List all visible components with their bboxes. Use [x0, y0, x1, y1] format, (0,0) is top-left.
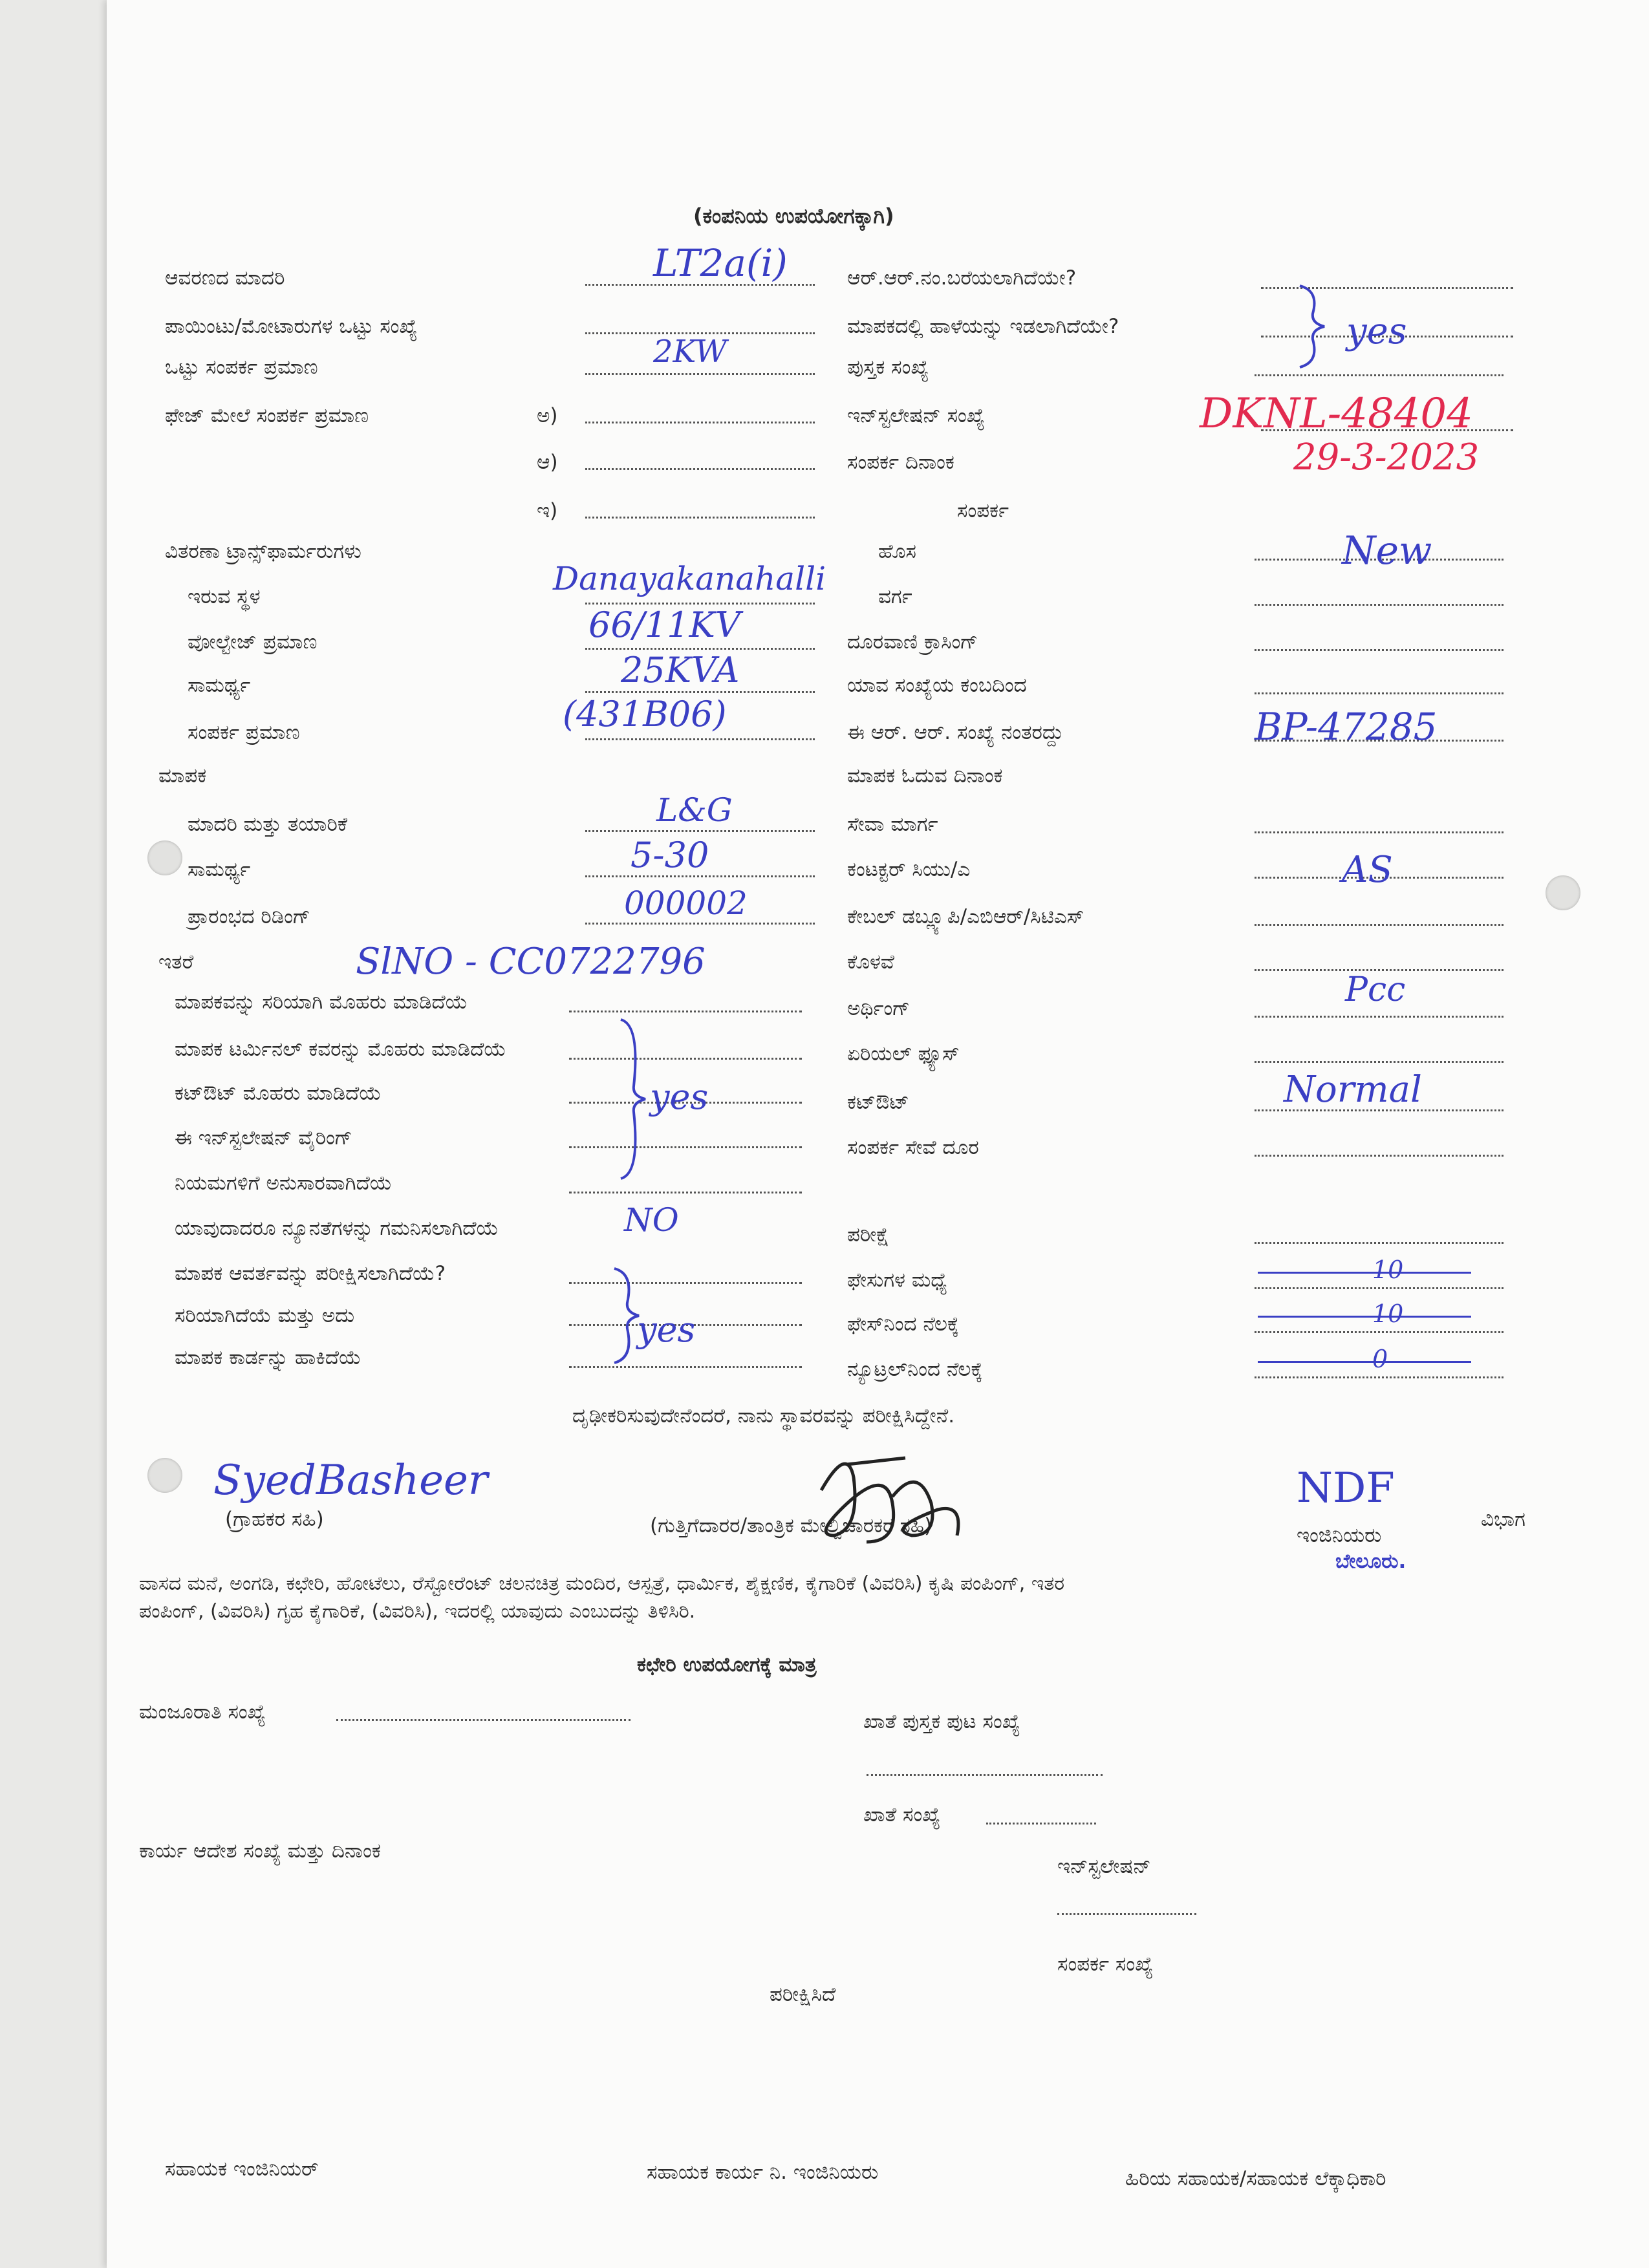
check-label: ಈ ಇನ್‌ಸ್ಟಲೇಷನ್ ವೈರಿಂಗ್: [175, 1126, 352, 1150]
value-line[interactable]: [585, 419, 815, 423]
check-label: ಯಾವುದಾದರೂ ನ್ಯೂನತೆಗಳನ್ನು ಗಮನಿಸಲಾಗಿದೆಯೆ: [175, 1217, 499, 1240]
value-line[interactable]: [1255, 1239, 1503, 1244]
right-field-label: ಕಂಟಕ್ಟರ್ ಸಿಯು/ಎ: [847, 858, 971, 881]
value-line[interactable]: [1255, 601, 1503, 606]
sanction-number-line[interactable]: [336, 1717, 630, 1721]
verified-label: ಪರೀಕ್ಷಿಸಿದೆ: [770, 1983, 836, 2006]
handwritten-value[interactable]: 000002: [624, 884, 748, 922]
value-line[interactable]: [585, 370, 815, 375]
left-field-label: ಸಾಮರ್ಥ್ಯ: [188, 674, 251, 697]
connection-date[interactable]: 29-3-2023: [1293, 436, 1480, 478]
right-field-label: ಕೇಬಲ್ ಡಬ್ಲ್ಯೂಪಿ/ಎಬಿಆರ್/ಸಿಟಿಎಸ್: [847, 905, 1084, 928]
value-line[interactable]: [569, 1279, 802, 1284]
contractor-signature: [808, 1439, 976, 1561]
division-caption: ವಿಭಾಗ: [1481, 1508, 1525, 1531]
value-line[interactable]: [585, 645, 815, 650]
work-order-label: ಕಾರ್ಯ ಆದೇಶ ಸಂಖ್ಯೆ ಮತ್ತು ದಿನಾಂಕ: [139, 1839, 381, 1863]
value-line[interactable]: [1255, 647, 1503, 651]
left-field-label: ಇರುವ ಸ್ಥಳ: [188, 585, 261, 608]
value-line[interactable]: [1258, 1358, 1471, 1363]
left-field-label: ಮಾಪಕ: [158, 764, 207, 787]
right-field-label: ವರ್ಗ: [878, 585, 912, 608]
right-field-label: ಈ ಆರ್. ಆರ್. ಸಂಖ್ಯೆ ನಂತರದ್ದು: [847, 721, 1064, 744]
left-field-label: ಸಾಮರ್ಥ್ಯ: [188, 858, 251, 881]
installation-number[interactable]: DKNL-48404: [1200, 390, 1473, 438]
ledger-page-line[interactable]: [867, 1771, 1103, 1776]
handwritten-value[interactable]: 0: [1372, 1345, 1388, 1373]
check-label: ಕಟ್‌ಔಟ್ ಮೊಹರು ಮಾಡಿದೆಯೆ: [175, 1082, 382, 1105]
left-field-label: ಒಟ್ಟು ಸಂಪರ್ಕ ಪ್ರಮಾಣ: [165, 356, 318, 379]
assistant-engineer: ಸಹಾಯಕ ಇಂಜಿನಿಯರ್: [165, 2157, 319, 2181]
right-field-label: ಕೊಳವೆ: [847, 950, 894, 974]
right-field-label: ಹೊಸ: [878, 540, 916, 563]
value-line[interactable]: [1255, 690, 1503, 694]
form-header: (ಕಂಪನಿಯ ಉಪಯೋಗಕ್ಕಾಗಿ): [693, 204, 894, 228]
handwritten-value[interactable]: 2KW: [653, 334, 727, 370]
handwritten-value[interactable]: SlNO - CC0722796: [356, 941, 706, 983]
handwritten-value[interactable]: 10: [1372, 1300, 1404, 1328]
value-line[interactable]: [585, 465, 815, 470]
value-line[interactable]: [569, 1364, 802, 1368]
handwritten-value[interactable]: BP-47285: [1255, 705, 1438, 749]
right-field-label: ಮಾಪಕದಲ್ಲಿ ಹಾಳೆಯನ್ನು ಇಡಲಾಗಿದೆಯೇ?: [847, 315, 1119, 338]
check-label: ಮಾಪಕ ಟರ್ಮಿನಲ್ ಕವರನ್ನು ಮೊಹರು ಮಾಡಿದೆಯೆ: [175, 1038, 506, 1061]
check-label: ಮಾಪಕ ಆವರ್ತವನ್ನು ಪರೀಕ್ಷಿಸಲಾಗಿದೆಯೆ?: [175, 1262, 446, 1285]
value-line[interactable]: [1255, 1058, 1503, 1063]
engineer-place: ಬೇಲೂರು.: [1335, 1550, 1406, 1573]
no-annotation[interactable]: NO: [624, 1201, 679, 1239]
handwritten-value[interactable]: 25KVA: [621, 650, 740, 690]
punch-hole: [147, 1458, 182, 1493]
installation-label: ಇನ್‌ಸ್ಟಲೇಷನ್: [1057, 1855, 1151, 1878]
handwritten-value[interactable]: 10: [1372, 1256, 1404, 1284]
yes-annotation[interactable]: yes: [637, 1309, 696, 1350]
handwritten-value[interactable]: (431B06): [563, 694, 727, 734]
left-field-label: ಪ್ರಾರಂಭದ ರಿಡಿಂಗ್: [188, 905, 310, 928]
value-line[interactable]: [1255, 1285, 1503, 1289]
value-line[interactable]: [1258, 1269, 1471, 1274]
right-field-label: ಫೇಸ್‌ನಿಂದ ನೆಲಕ್ಕೆ: [847, 1312, 960, 1336]
value-line[interactable]: [1255, 1374, 1503, 1378]
ledger-page-label: ಖಾತೆ ಪುಸ್ತಕ ಪುಟ ಸಂಖ್ಯೆ: [863, 1710, 1020, 1733]
right-field-label: ಇನ್‌ಸ್ಟಲೇಷನ್ ಸಂಖ್ಯೆ: [847, 404, 985, 427]
check-label: ಮಾಪಕವನ್ನು ಸರಿಯಾಗಿ ಮೊಹರು ಮಾಡಿದೆಯೆ: [175, 990, 468, 1014]
certify-statement: ದೃಢೀಕರಿಸುವುದೇನೆಂದರೆ, ನಾನು ಸ್ಥಾವರವನ್ನು ಪರೀಕ್ಷಿಸಿದ್ದೇನೆ.: [572, 1404, 955, 1428]
right-field-label: ದೂರವಾಣಿ ಕ್ರಾಸಿಂಗ್: [847, 630, 978, 654]
account-number-label: ಖಾತೆ ಸಂಖ್ಯೆ: [863, 1803, 941, 1826]
brace-mark: [608, 1267, 647, 1364]
right-field-label: ಆರ್.ಆರ್.ನಂ.ಬರೆಯಲಾಗಿದೆಯೇ?: [847, 266, 1077, 290]
account-number-line[interactable]: [986, 1820, 1096, 1824]
value-line[interactable]: [1255, 1152, 1503, 1157]
left-field-label: ಇತರೆ: [158, 950, 194, 974]
engineer-caption: ಇಂಜಿನಿಯರು: [1297, 1524, 1382, 1547]
left-field-label: ಸಂಪರ್ಕ ಪ್ರಮಾಣ: [188, 721, 300, 744]
value-line[interactable]: [1255, 1329, 1503, 1333]
handwritten-value[interactable]: 66/11KV: [588, 604, 740, 645]
value-line[interactable]: [569, 1144, 802, 1148]
right-field-label: ಯಾವ ಸಂಖ್ಯೆಯ ಕಂಬದಿಂದ: [847, 674, 1027, 697]
handwritten-value[interactable]: Normal: [1284, 1069, 1422, 1111]
left-field-label: ವಿತರಣಾ ಟ್ರಾನ್ಸ್‌ಫಾರ್ಮರುಗಳು: [165, 540, 361, 563]
right-field-label: ಸಂಪರ್ಕ: [957, 499, 1009, 522]
left-field-label: ಆವರಣದ ಮಾದರಿ: [165, 266, 285, 290]
check-label: ಸರಿಯಾಗಿದೆಯೆ ಮತ್ತು ಅದು: [175, 1304, 355, 1327]
customer-signature[interactable]: SyedBasheer: [213, 1457, 488, 1504]
value-line[interactable]: [569, 1189, 802, 1193]
contractor-signature-caption: (ಗುತ್ತಿಗೆದಾರರ/ತಾಂತ್ರಿಕ ಮೇಲ್ವಿಚಾರಕರ ಸಹಿ): [650, 1514, 932, 1537]
right-field-label: ಸಂಪರ್ಕ ಸೇವೆ ದೂರ: [847, 1136, 979, 1159]
sanction-number-label: ಮಂಜೂರಾತಿ ಸಂಖ್ಯೆ: [139, 1700, 266, 1724]
value-line[interactable]: [585, 514, 815, 519]
value-line[interactable]: [1258, 1313, 1471, 1318]
punch-hole: [1546, 875, 1580, 910]
handwritten-value[interactable]: Pcc: [1345, 970, 1406, 1009]
assistant-executive-engineer: ಸಹಾಯಕ ಕಾರ್ಯ ನಿ. ಇಂಜಿನಿಯರು: [647, 2161, 879, 2184]
value-line[interactable]: [1255, 921, 1503, 926]
customer-signature-caption: (ಗ್ರಾಹಕರ ಸಹಿ): [225, 1508, 324, 1531]
senior-assistant-accounts-officer: ಹಿರಿಯ ಸಹಾಯಕ/ಸಹಾಯಕ ಲೆಕ್ಕಾಧಿಕಾರಿ: [1125, 2167, 1386, 2190]
value-line[interactable]: [585, 600, 815, 604]
right-field-label: ನ್ಯೂಟ್ರಲ್‌ನಿಂದ ನೆಲಕ್ಕೆ: [847, 1358, 983, 1381]
connection-number-label: ಸಂಪರ್ಕ ಸಂಖ್ಯೆ: [1057, 1952, 1154, 1976]
right-field-label: ಪುಸ್ತಕ ಸಂಖ್ಯೆ: [847, 356, 929, 379]
brace-mark: [614, 1018, 653, 1180]
office-use-title: ಕಛೇರಿ ಉಪಯೋಗಕ್ಕೆ ಮಾತ್ರ: [637, 1653, 817, 1676]
value-line[interactable]: [585, 736, 815, 740]
check-label: ಮಾಪಕ ಕಾರ್ಡನ್ನು ಹಾಕಿದೆಯೆ: [175, 1346, 361, 1369]
right-field-label: ಮಾಪಕ ಓದುವ ದಿನಾಂಕ: [847, 764, 1003, 787]
right-field-label: ಪರೀಕ್ಷೆ: [847, 1223, 890, 1246]
left-field-label: ಫೇಜ್ ಮೇಲೆ ಸಂಪರ್ಕ ಪ್ರಮಾಣ: [165, 404, 369, 427]
purpose-note: ವಾಸದ ಮನೆ, ಅಂಗಡಿ, ಕಛೇರಿ, ಹೋಟೆಲು, ರೆಸ್ಟೋರೆಂಟ್ ಚಲನಚಿತ್ರ ಮಂದಿರ, ಆಸ್ಪತ್ರೆ, ಧಾರ್ಮಿಕ, ಶೈಕ್ಷಣಿಕ, ಕೈಗಾರಿಕೆ (ವಿವರಿಸಿ) ಕೃಷಿ ಪಂಪಿಂಗ್, ಇತರ: [139, 1572, 1065, 1595]
right-field-label: ಅರ್ಥಿಂಗ್: [847, 997, 911, 1020]
yes-annotation[interactable]: yes: [650, 1076, 709, 1117]
value-line[interactable]: [1255, 372, 1503, 376]
handwritten-value[interactable]: L&G: [656, 791, 733, 829]
right-field-label: ಫೇಸುಗಳ ಮಧ್ಯೆ: [847, 1268, 947, 1292]
check-label: ನಿಯಮಗಳಿಗೆ ಅನುಸಾರವಾಗಿದೆಯೆ: [175, 1171, 393, 1195]
left-field-label: ಮಾದರಿ ಮತ್ತು ತಯಾರಿಕೆ: [188, 813, 348, 836]
handwritten-value[interactable]: New: [1342, 528, 1432, 573]
purpose-note: ಪಂಪಿಂಗ್, (ವಿವರಿಸಿ) ಗೃಹ ಕೈಗಾರಿಕೆ, (ವಿವರಿಸಿ), ಇದರಲ್ಲಿ ಯಾವುದು ಎಂಬುದನ್ನು ತಿಳಿಸಿರಿ.: [139, 1600, 696, 1623]
right-field-label: ಏರಿಯಲ್ ಫ್ಯೂಸ್: [847, 1042, 960, 1065]
brace-mark: [1293, 284, 1332, 369]
installation-line[interactable]: [1057, 1910, 1196, 1915]
right-field-label: ಸಂಪರ್ಕ ದಿನಾಂಕ: [847, 451, 954, 474]
punch-hole: [147, 840, 182, 875]
left-field-label: ಪಾಯಿಂಟು/ಮೋಟಾರುಗಳ ಒಟ್ಟು ಸಂಖ್ಯೆ: [165, 315, 418, 338]
value-line[interactable]: [1255, 1013, 1503, 1018]
phase-prefix: ಇ): [537, 499, 558, 522]
handwritten-value[interactable]: AS: [1342, 849, 1393, 891]
phase-prefix: ಅ): [537, 404, 558, 427]
value-line[interactable]: [1255, 829, 1503, 833]
phase-prefix: ಆ): [537, 451, 558, 474]
value-line[interactable]: [569, 1008, 802, 1012]
handwritten-value[interactable]: 5-30: [630, 835, 709, 875]
left-field-label: ವೋಲ್ಟೇಜ್ ಪ್ರಮಾಣ: [188, 630, 318, 654]
right-field-label: ಸೇವಾ ಮಾರ್ಗ: [847, 813, 938, 836]
engineer-note[interactable]: NDF: [1297, 1464, 1395, 1512]
handwritten-value[interactable]: Danayakanahalli: [553, 560, 826, 597]
right-field-label: ಕಟ್‌ಔಟ್: [847, 1091, 909, 1114]
handwritten-value[interactable]: LT2a(i): [653, 241, 788, 285]
yes-annotation[interactable]: yes: [1346, 310, 1407, 352]
value-line[interactable]: [569, 1055, 802, 1060]
